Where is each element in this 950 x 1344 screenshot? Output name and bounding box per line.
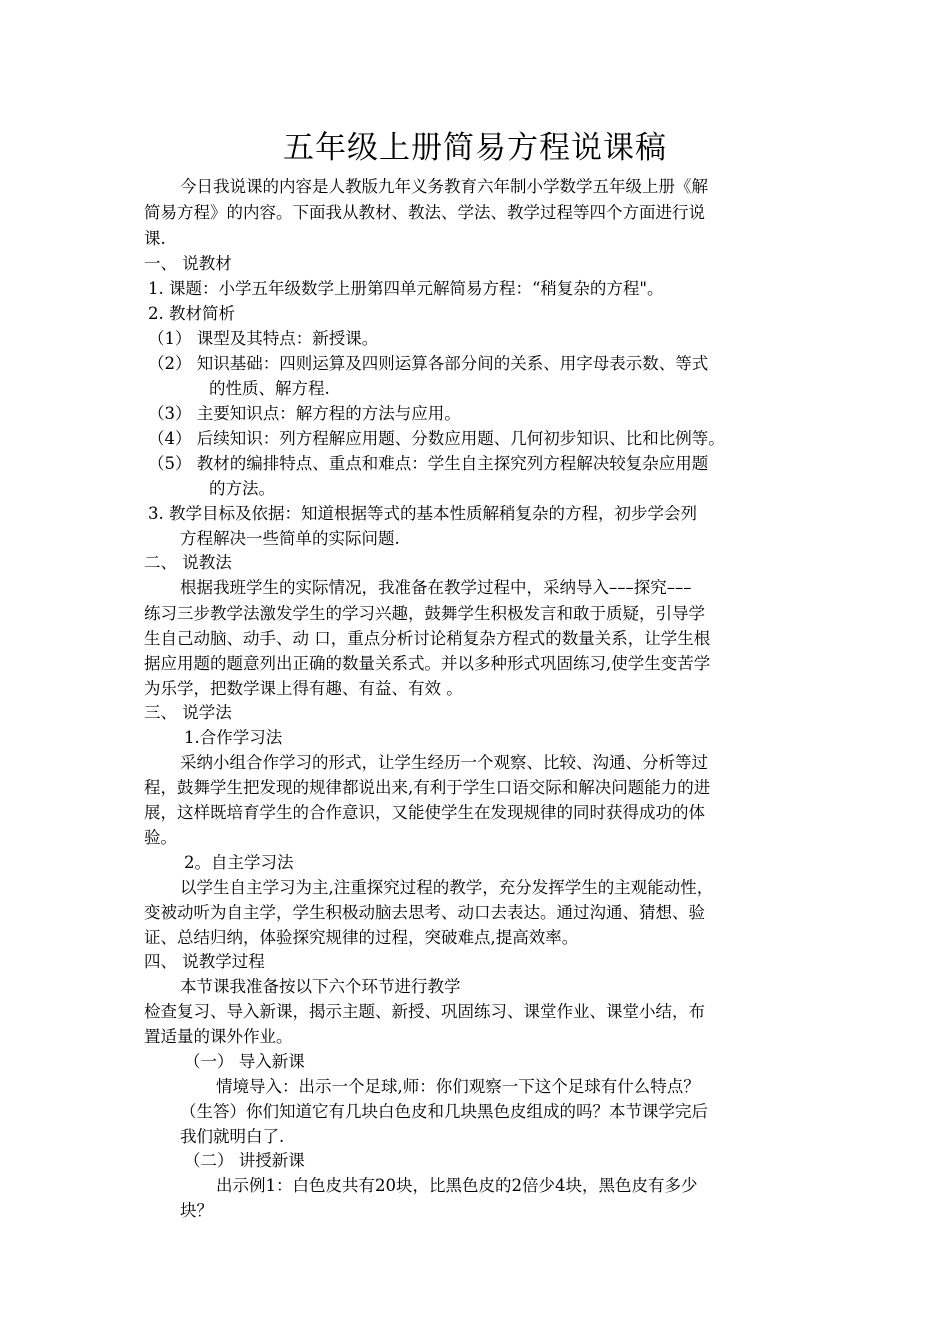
learning-method-1-heading: 1.合作学习法 <box>184 728 283 747</box>
section-heading-learning: 三、 说学法 <box>144 703 232 722</box>
sub-item-2: （2） 知识基础：四则运算及四则运算各部分间的关系、用字母表示数、等式 <box>148 354 709 373</box>
sub-item-5: （5） 教材的编排特点、重点和难点：学生自主探究列方程解决较复杂应用题 <box>148 454 709 473</box>
learning-para-2-line-1: 以学生自主学习为主,注重探究过程的教学，充分发挥学生的主观能动性， <box>180 878 714 897</box>
sub-item-4: （4） 后续知识：列方程解应用题、分数应用题、几何初步知识、比和比例等。 <box>148 429 725 448</box>
intro-para-line-2: （生答）你们知道它有几块白色皮和几块黑色皮组成的吗？本节课学完后 <box>180 1102 708 1121</box>
example-line-1: 出示例1：白色皮共有20块，比黑色皮的2倍少4块，黑色皮有多少 <box>216 1176 698 1195</box>
section-heading-process: 四、 说教学过程 <box>144 952 265 971</box>
process-intro: 本节课我准备按以下六个环节进行教学 <box>180 977 461 996</box>
example-line-2: 块？ <box>180 1201 213 1220</box>
list-item-analysis: 2. 教材简析 <box>148 304 235 323</box>
step-heading-new-lesson: （二） 讲授新课 <box>184 1151 305 1170</box>
sub-item-5-cont: 的方法。 <box>209 479 275 498</box>
learning-para-1-line-1: 采纳小组合作学习的形式，让学生经历一个观察、比较、沟通、分析等过 <box>180 753 708 772</box>
teaching-para-line-2: 练习三步教学法激发学生的学习兴趣，鼓舞学生积极发言和敢于质疑，引导学 <box>144 604 705 623</box>
learning-para-2-line-2: 变被动听为自主学，学生积极动脑去思考、动口去表达。通过沟通、猜想、验 <box>144 903 705 922</box>
section-heading-textbook: 一、 说教材 <box>144 254 232 273</box>
teaching-para-line-1: 根据我班学生的实际情况，我准备在教学过程中，采纳导入–––探究––– <box>180 578 692 597</box>
process-steps-line-1: 检查复习、导入新课，揭示主题、新授、巩固练习、课堂作业、课堂小结，布 <box>144 1002 705 1021</box>
intro-line-3: 课. <box>144 229 166 248</box>
teaching-para-line-5: 为乐学，把数学课上得有趣、有益、有效 。 <box>144 679 463 698</box>
document-title: 五年级上册简易方程说课稿 <box>283 130 667 166</box>
learning-para-1-line-2: 程，鼓舞学生把发现的规律都说出来,有利于学生口语交际和解决问题能力的进 <box>144 778 711 797</box>
step-heading-intro: （一） 导入新课 <box>184 1052 305 1071</box>
section-heading-teaching: 二、 说教法 <box>144 553 232 572</box>
intro-line-2: 简易方程》的内容。下面我从教材、教法、学法、教学过程等四个方面进行说 <box>144 203 705 222</box>
sub-item-3: （3） 主要知识点：解方程的方法与应用。 <box>148 404 461 423</box>
intro-para-line-1: 情境导入：出示一个足球,师：你们观察一下这个足球有什么特点？ <box>216 1077 700 1096</box>
process-steps-line-2: 置适量的课外作业。 <box>144 1027 293 1046</box>
teaching-para-line-4: 据应用题的题意列出正确的数量关系式。并以多种形式巩固练习,使学生变苦学 <box>144 654 711 673</box>
learning-para-1-line-3: 展，这样既培育学生的合作意识，又能使学生在发现规律的同时获得成功的体 <box>144 803 705 822</box>
sub-item-2-cont: 的性质、解方程. <box>209 379 330 398</box>
sub-item-1: （1） 课型及其特点：新授课。 <box>148 329 379 348</box>
intro-para-line-3: 我们就明白了. <box>180 1127 285 1146</box>
list-item-topic: 1. 课题：小学五年级数学上册第四单元解简易方程：“稍复杂的方程"。 <box>148 279 664 298</box>
intro-line-1: 今日我说课的内容是人教版九年义务教育六年制小学数学五年级上册《解 <box>180 177 708 196</box>
list-item-goals-cont: 方程解决一些简单的实际问题. <box>180 529 400 548</box>
teaching-para-line-3: 生自己动脑、动手、动 口，重点分析讨论稍复杂方程式的数量关系，让学生根 <box>144 629 711 648</box>
learning-method-2-heading: 2。自主学习法 <box>184 853 294 872</box>
list-item-goals: 3. 教学目标及依据：知道根据等式的基本性质解稍复杂的方程，初步学会列 <box>148 504 697 523</box>
learning-para-1-line-4: 验。 <box>144 828 177 847</box>
learning-para-2-line-3: 证、总结归纳，体验探究规律的过程，突破难点,提高效率。 <box>144 928 579 947</box>
